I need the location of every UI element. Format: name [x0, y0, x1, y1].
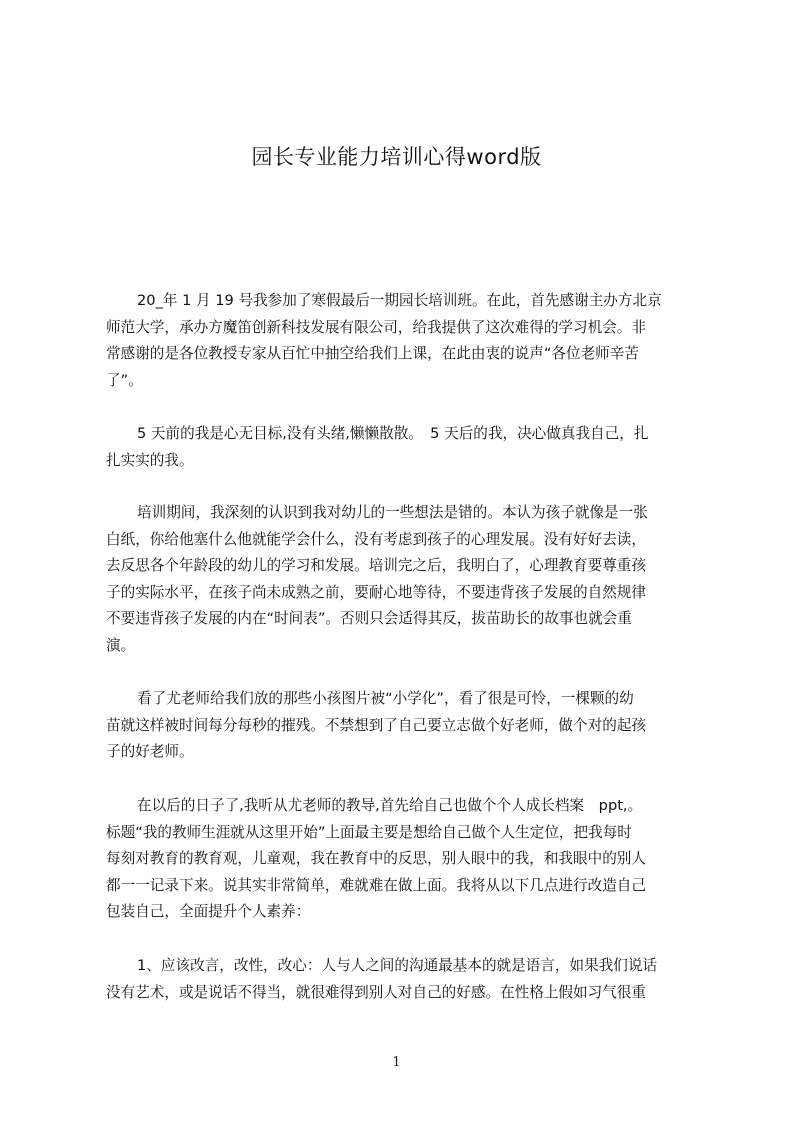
paragraph-line: 演。	[106, 636, 136, 654]
paragraph-3	[106, 500, 716, 659]
paragraph-1	[106, 288, 716, 394]
paragraph-line: 子的实际水平，在孩子尚未成熟之前，要耐心地等待，不要违背孩子发展的自然规律	[106, 583, 646, 601]
paragraph-6	[106, 953, 716, 1006]
paragraph-line: 子的好老师。	[106, 743, 194, 760]
paragraph-line: 5 天前的我是心无目标,没有头绪,懒懒散散。 5 天后的我，决心做真我自己，扎	[137, 425, 649, 442]
paragraph-4	[106, 686, 716, 766]
paragraph-5	[106, 793, 716, 926]
paragraph-line: 苗就这样被时间每分每秒的摧残。不禁想到了自己要立志做个好老师，做个对的起孩	[106, 716, 646, 734]
document-title: 园长专业能力培训心得word版	[251, 145, 542, 169]
paragraph-line: 看了尤老师给我们放的那些小孩图片被“小学化”，看了很是可怜，一棵颗的幼	[137, 690, 634, 707]
paragraph-2	[106, 421, 716, 474]
paragraph-line: 没有艺术，或是说话不得当，就很难得到别人对自己的好感。在性格上假如习气很重	[106, 983, 646, 1001]
paragraph-line: 培训期间，我深刻的认识到我对幼儿的一些想法是错的。本认为孩子就像是一张	[137, 504, 648, 521]
paragraph-line: 常感谢的是各位教授专家从百忙中抽空给我们上课，在此由衷的说声“各位老师辛苦	[106, 345, 639, 362]
paragraph-line: 了”。	[106, 371, 143, 389]
paragraph-line: 包装自己，全面提升个人素养：	[106, 903, 311, 920]
paragraph-line: 都一一记录下来。说其实非常简单，难就难在做上面。我将从以下几点进行改造自己	[106, 876, 646, 894]
paragraph-line: 每刻对教育的教育观，儿童观，我在教育中的反思，别人眼中的我，和我眼中的别人	[106, 850, 646, 867]
paragraph-line: 不要违背孩子发展的内在“时间表”。否则只会适得其反，拔苗助长的故事也就会重	[106, 610, 632, 627]
paragraph-line: 去反思各个年龄段的幼儿的学习和发展。培训完之后，我明白了，心理教育要尊重孩	[106, 557, 646, 574]
paragraph-line: 白纸，你给他塞什么他就能学会什么，没有考虑到孩子的心理发展。没有好好去读，	[106, 530, 646, 548]
paragraph-line: 扎实实的我。	[106, 451, 194, 469]
page-number: 1	[392, 1055, 401, 1070]
paragraph-line: 1、应该改言，改性，改心：人与人之间的沟通最基本的就是语言，如果我们说话	[137, 957, 658, 974]
paragraph-line: 20_年 1 月 19 号我参加了寒假最后一期园长培训班。在此，首先感谢主办方北京	[137, 292, 662, 309]
paragraph-line: 师范大学，承办方魔笛创新科技发展有限公司，给我提供了这次难得的学习机会。非	[106, 318, 646, 336]
paragraph-line: 在以后的日子了,我听从尤老师的教导,首先给自己也做个个人成长档案 ppt,。	[137, 797, 643, 814]
paragraph-line: 标题“我的教师生涯就从这里开始”上面最主要是想给自己做个人生定位，把我每时	[106, 823, 632, 841]
